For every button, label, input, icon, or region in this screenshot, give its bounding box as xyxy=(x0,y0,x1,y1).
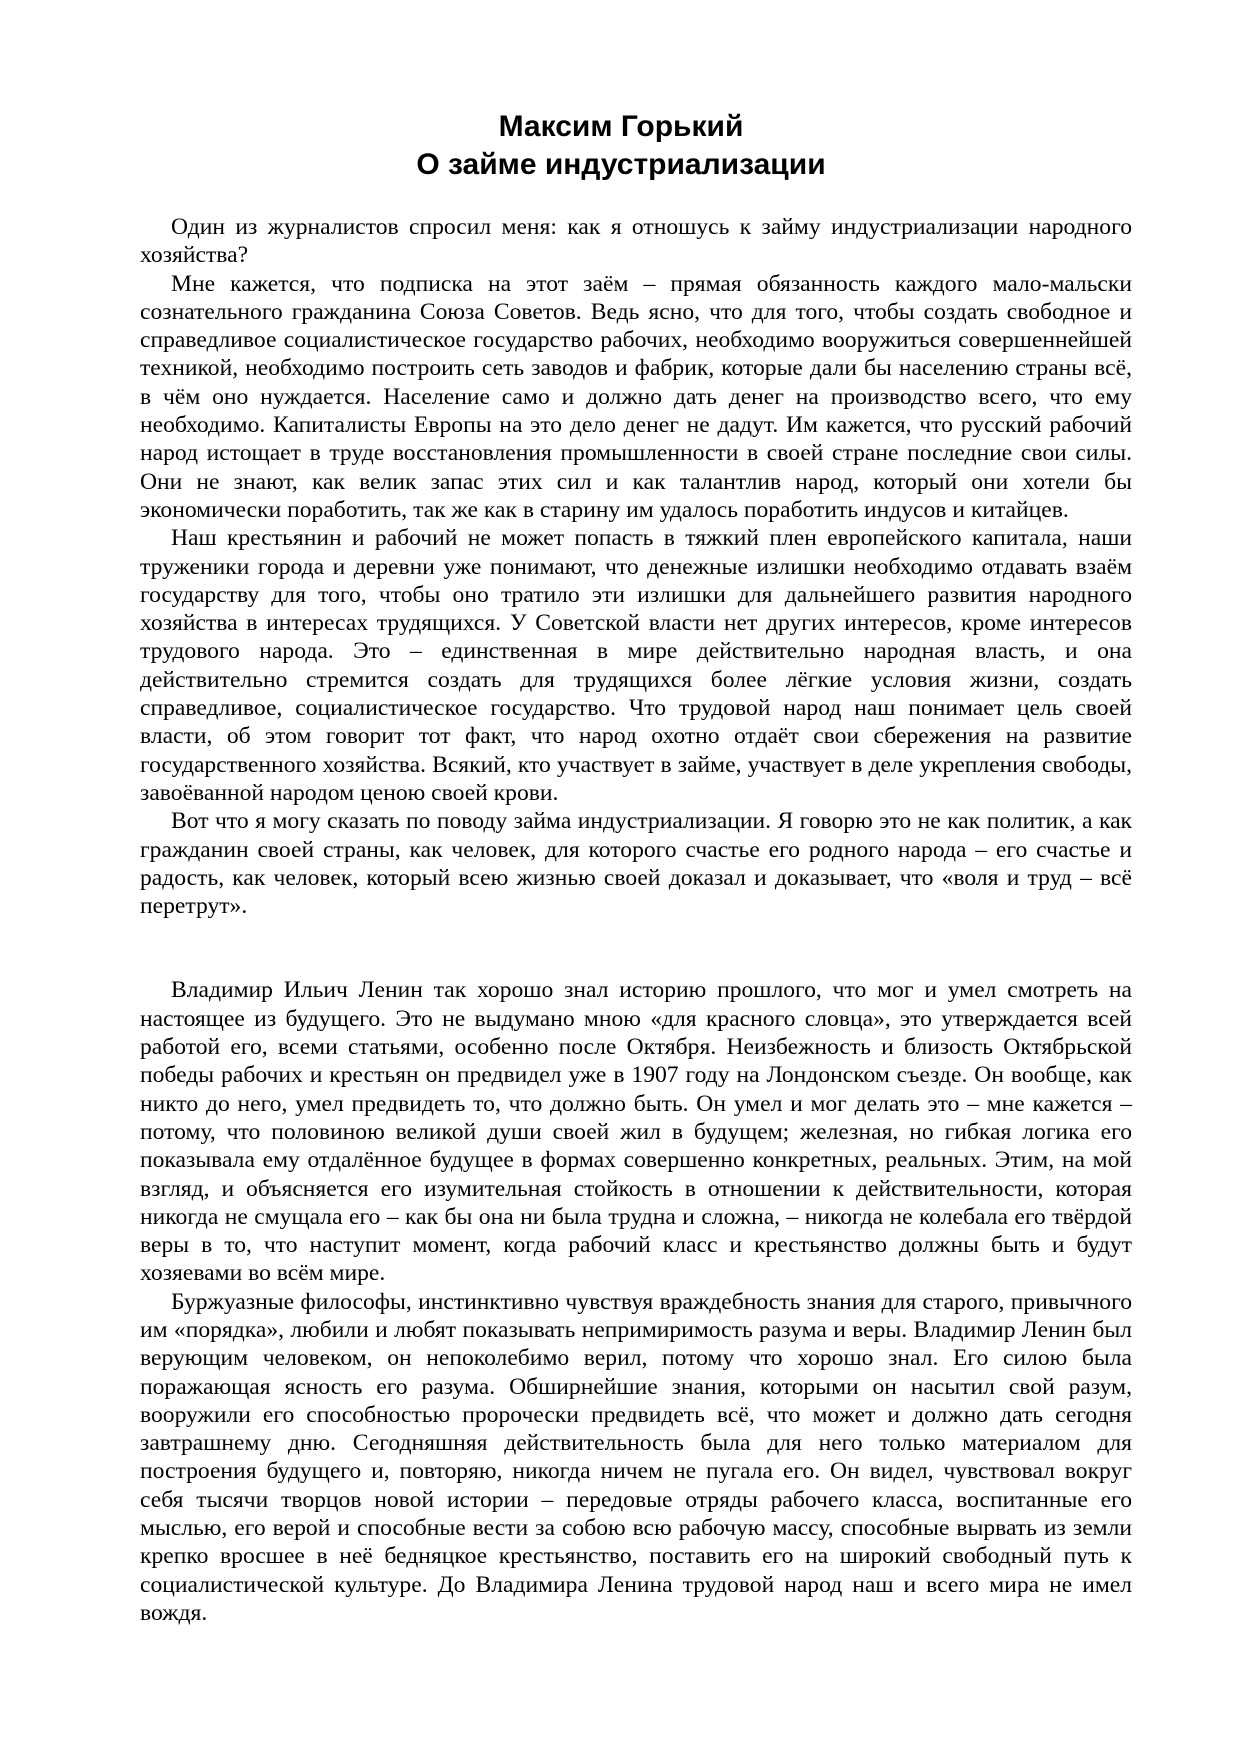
paragraph: Вот что я могу сказать по поводу займа индустриализации. Я говорю это не как политик, а как гражданин своей страны, как человек, для которого счастье его родного народа – его счастье и радость, как человек, который всею жизнью своей доказал и доказывает, что «воля и труд – всё перетрут». xyxy=(140,808,1132,920)
paragraph: Мне кажется, что подписка на этот заём – прямая обязанность каждого мало-мальски сознательного гражданина Союза Советов. Ведь ясно, что для того, чтобы создать свободное и справедливое социалистическое государство рабочих, необходимо вооружиться совершеннейшей техникой, необходимо построить сеть заводов и фабрик, которые дали бы населению страны всё, в чём оно нуждается. Население само и должно дать денег на производство всего, что ему необходимо. Капиталисты Европы на это дело денег не дадут. Им кажется, что русский рабочий народ истощает в труде восстановления промышленности в своей стране последние свои силы. Они не знают, как велик запас этих сил и как талантлив народ, который они хотели бы экономически поработить, так же как в старину им удалось поработить индусов и китайцев. xyxy=(140,270,1132,523)
page-title: О займе индустриализации xyxy=(416,148,826,181)
author-name: Максим Горький xyxy=(498,110,744,143)
body-text xyxy=(140,213,1132,1627)
paragraph: Буржуазные философы, инстинктивно чувствуя враждебность знания для старого, привычного им «порядка», любили и любят показывать непримиримость разума и веры. Владимир Ленин был верующим человеком, он непоколебимо верил, потому что хорошо знал. Его силою была поражающая ясность его разума. Обширнейшие знания, которыми он насытил свой разум, вооружили его способностью пророчески предвидеть всё, что может и должно дать сегодня завтрашнему дню. Сегодняшняя действительность была для него только материалом для построения будущего и, повторяю, никогда ничем не пугала его. Он видел, чувствовал вокруг себя тысячи творцов новой истории – передовые отряды рабочего класса, воспитанные его мыслью, его верой и способные вести за собою всю рабочую массу, способные вырвать из земли крепко вросшее в неё бедняцкое крестьянство, поставить его на широкий свободный путь к социалистической культуре. До Владимира Ленина трудовой народ наш и всего мира не имел вождя. xyxy=(140,1288,1132,1626)
paragraph: Наш крестьянин и рабочий не может попасть в тяжкий плен европейского капитала, наши труженики города и деревни уже понимают, что денежные излишки необходимо отдавать взаём государству для того, чтобы оно тратило эти излишки для дальнейшего развития народного хозяйства в интересах трудящихся. У Советской власти нет других интересов, кроме интересов трудового народа. Это – единственная в мире действительно народная власть, и она действительно стремится создать для трудящихся более лёгкие условия жизни, создать справедливое, социалистическое государство. Что трудовой народ наш понимает цель своей власти, об этом говорит тот факт, что народ охотно отдаёт свои сбережения на развитие государственного хозяйства. Всякий, кто участвует в займе, участвует в деле укрепления свободы, завоёванной народом ценою своей крови. xyxy=(140,525,1132,806)
paragraph: Владимир Ильич Ленин так хорошо знал историю прошлого, что мог и умел смотреть на настоящее из будущего. Это не выдумано мною «для красного словца», это утверждается всей работой его, всеми статьями, особенно после Октября. Неизбежность и близость Октябрьской победы рабочих и крестьян он предвидел уже в 1907 году на Лондонском съезде. Он вообще, как никто до него, умел предвидеть то, что должно быть. Он умел и мог делать это – мне кажется – потому, что половиною великой души своей жил в будущем; железная, но гибкая логика его показывала ему отдалённое будущее в формах совершенно конкретных, реальных. Этим, на мой взгляд, и объясняется его изумительная стойкость в отношении к действительности, которая никогда не смущала его – как бы она ни была трудна и сложна, – никогда не колебала его твёрдой веры в то, что наступит момент, когда рабочий класс и крестьянство должны быть и будут хозяевами во всём мире. xyxy=(140,977,1132,1287)
section-gap xyxy=(140,920,1132,976)
paragraph: Один из журналистов спросил меня: как я отношусь к займу индустриализации народного хозяйства? xyxy=(140,214,1132,269)
title-block xyxy=(0,108,1242,184)
